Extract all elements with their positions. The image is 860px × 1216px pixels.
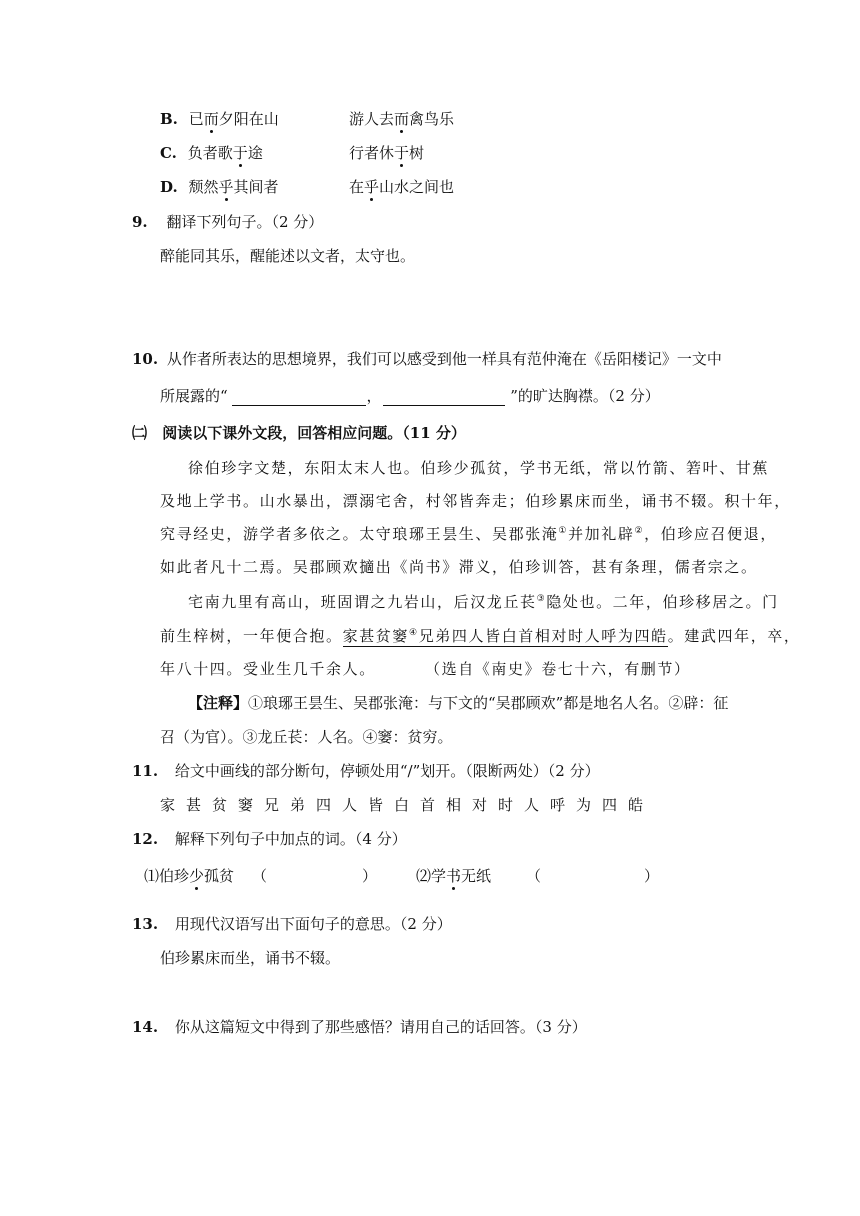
option-label: D. xyxy=(160,178,178,196)
footnote-marker: ③ xyxy=(536,594,547,604)
question-number: 12. xyxy=(132,830,159,848)
q9-prompt: 9. 翻译下列句子。（2 分） xyxy=(132,213,324,231)
q12-prompt: 12. 解释下列句子中加点的词。（4 分） xyxy=(132,830,407,848)
question-number: 14. xyxy=(132,1018,159,1036)
q12-item-2: ⑵学书无纸 xyxy=(416,867,492,885)
underlined-sentence: 家甚贫窭④兄弟四人皆白首相对时人呼为四皓 xyxy=(342,627,668,645)
dotted-char: 少 xyxy=(189,867,205,885)
q10-prompt: 10. 从作者所表达的思想境界，我们可以感受到他一样具有范仲淹在《岳阳楼记》一文中 xyxy=(132,350,722,368)
q12-answer-1-close: ） xyxy=(362,867,378,885)
q12-item-1: ⑴伯珍少孤贫 xyxy=(144,867,235,885)
question-number: 13. xyxy=(132,915,159,933)
q12-answer-2-close: ） xyxy=(644,867,660,885)
passage-line: 究寻经史，游学者多依之。太守琅琊王昙生、吴郡张淹①并加礼辟②，伯珍应召便退， xyxy=(160,525,777,543)
annotation-line: 召（为官）。③龙丘苌：人名。④窭：贫穷。 xyxy=(160,728,453,746)
question-number: 10. xyxy=(132,350,159,368)
section-2-heading: ㈡ 阅读以下课外文段，回答相应问题。（11 分） xyxy=(132,424,466,442)
footnote-marker: ① xyxy=(558,526,569,536)
q13-prompt: 13. 用现代汉语写出下面句子的意思。（2 分） xyxy=(132,915,452,933)
q8-option-c-right: 行者休于树 xyxy=(349,144,425,162)
passage-source: （选自《南史》卷七十六，有删节） xyxy=(425,660,691,678)
annotation-label: 【注释】 xyxy=(188,694,249,712)
q8-option-d-right: 在乎山水之间也 xyxy=(349,178,455,196)
dotted-char: 而 xyxy=(203,110,219,128)
passage-line: 前生梓树，一年便合抱。家甚贫窭④兄弟四人皆白首相对时人呼为四皓。建武四年，卒， xyxy=(160,627,801,645)
dotted-char: 而 xyxy=(394,110,410,128)
q11-characters: 家甚贫窭兄弟四人皆白首相对时人呼为四皓 xyxy=(160,796,655,814)
q9-sentence: 醉能同其乐，醒能述以文者，太守也。 xyxy=(160,247,416,265)
footnote-marker: ④ xyxy=(409,628,419,638)
passage-line: 年八十四。受业生几千余人。 xyxy=(160,660,376,678)
q8-option-b-right: 游人去而禽鸟乐 xyxy=(349,110,455,128)
footnote-marker: ② xyxy=(634,526,645,536)
q13-sentence: 伯珍累床而坐，诵书不辍。 xyxy=(160,949,341,967)
passage-line: 及地上学书。山水暴出，漂溺宅舍，村邻皆奔走；伯珍累床而坐，诵书不辍。积十年， xyxy=(160,492,791,510)
option-label: C. xyxy=(160,144,177,162)
dotted-char: 书 xyxy=(446,867,462,885)
question-number: 11. xyxy=(132,762,159,780)
answer-blank-1[interactable] xyxy=(232,389,366,406)
q8-option-b: B. 已而夕阳在山 xyxy=(160,110,279,128)
q14-prompt: 14. 你从这篇短文中得到了那些感悟？请用自己的话回答。（3 分） xyxy=(132,1018,587,1036)
option-label: B. xyxy=(160,110,178,128)
passage-line: 徐伯珍字文楚，东阳太末人也。伯珍少孤贫，学书无纸，常以竹箭、箬叶、甘蕉 xyxy=(188,459,770,477)
dotted-char: 乎 xyxy=(218,178,234,196)
q8-option-c: C. 负者歌于途 xyxy=(160,144,263,162)
question-number: 9. xyxy=(132,213,148,231)
dotted-char: 于 xyxy=(232,144,248,162)
dotted-char: 于 xyxy=(394,144,410,162)
q12-answer-2-open[interactable]: （ xyxy=(526,867,542,885)
passage-line: 如此者凡十二焉。吴郡顾欢擿出《尚书》滞义，伯珍训答，甚有条理，儒者宗之。 xyxy=(160,558,758,576)
q11-prompt: 11. 给文中画线的部分断句，停顿处用“/”划开。（限断两处）（2 分） xyxy=(132,762,600,780)
q10-answer-line: 所展露的“ ， ”的旷达胸襟。（2 分） xyxy=(160,387,660,405)
dotted-char: 乎 xyxy=(364,178,380,196)
annotation-line: 【注释】①琅琊王昙生、吴郡张淹：与下文的“吴郡顾欢”都是地名人名。②辟：征 xyxy=(188,694,729,712)
q8-option-d: D. 颓然乎其间者 xyxy=(160,178,279,196)
answer-blank-2[interactable] xyxy=(383,389,505,406)
passage-line: 宅南九里有高山，班固谓之九岩山，后汉龙丘苌③隐处也。二年，伯珍移居之。门 xyxy=(188,593,779,611)
q12-answer-1-open[interactable]: （ xyxy=(252,867,268,885)
